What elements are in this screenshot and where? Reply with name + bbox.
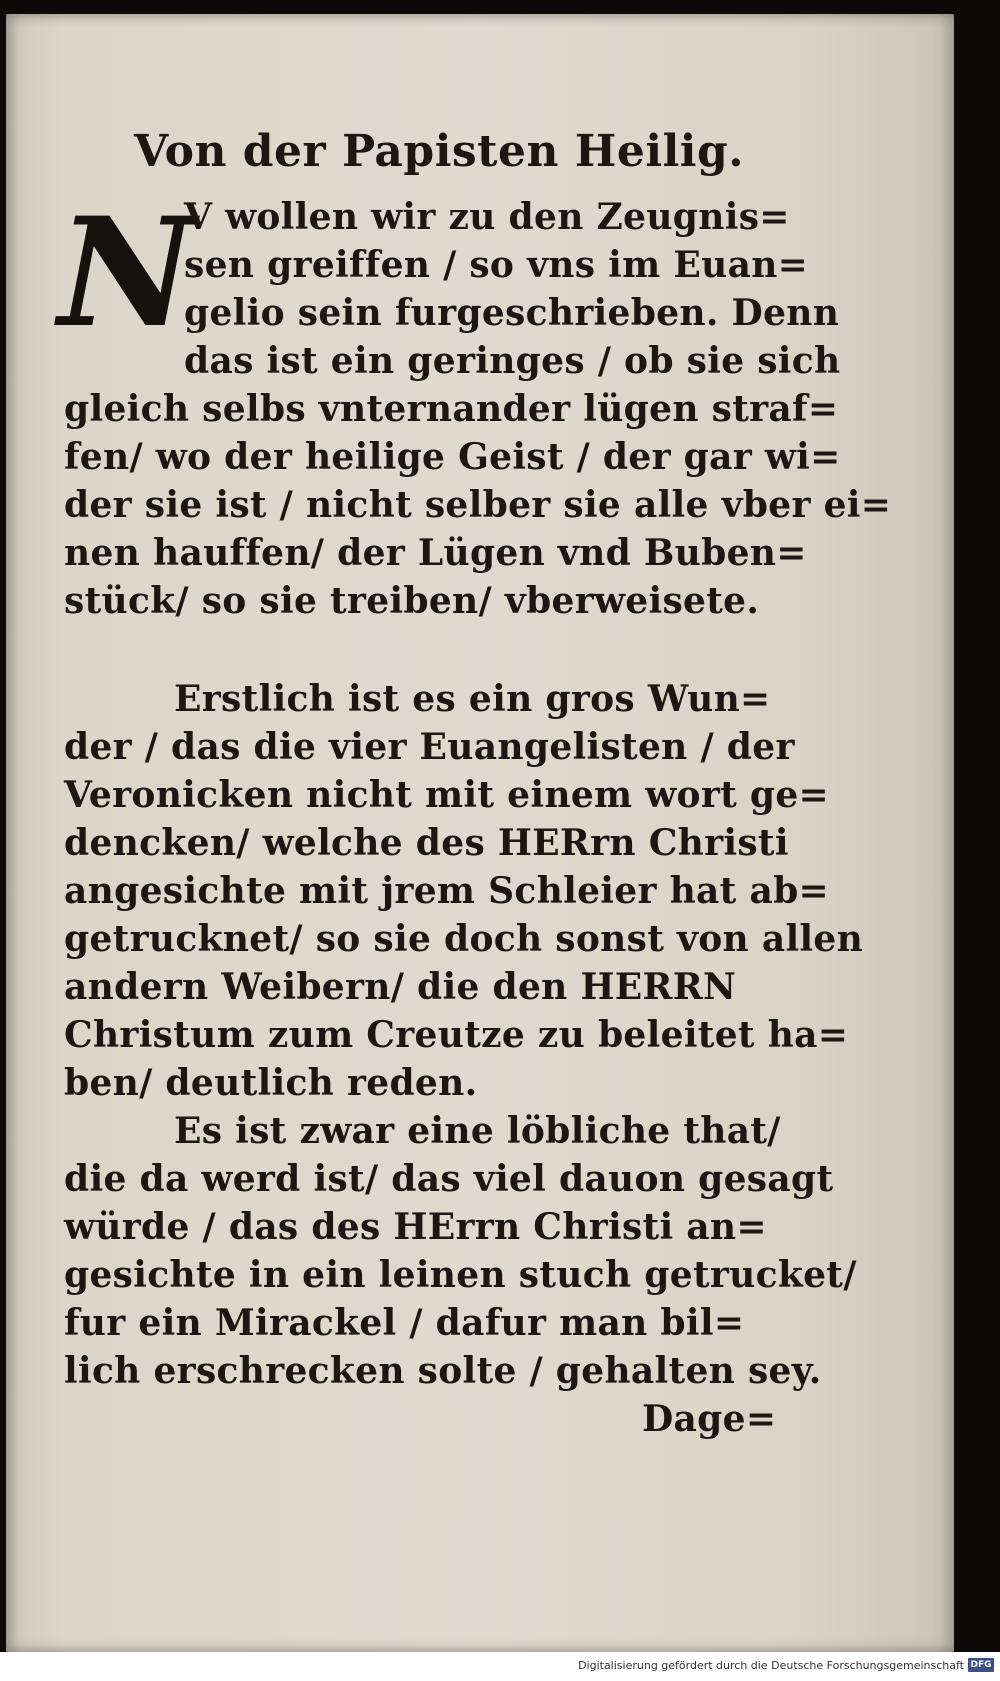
- text-line: fen/ wo der heilige Geist / der gar wi=: [64, 436, 841, 478]
- page-heading: Von der Papisten Heilig.: [134, 126, 745, 177]
- text-line: die da werd ist/ das viel dauon gesagt: [64, 1158, 834, 1200]
- text-line: der / das die vier Euangelisten / der: [64, 726, 795, 768]
- text-line: Erstlich ist es ein gros Wun=: [174, 678, 771, 720]
- text-line: gelio sein furgeschrieben. Denn: [184, 292, 840, 334]
- text-line: nen hauffen/ der Lügen vnd Buben=: [64, 532, 807, 574]
- text-line: V wollen wir zu den Zeugnis=: [184, 196, 790, 238]
- page-text: [6, 14, 954, 1652]
- text-line: getrucknet/ so sie doch sonst von allen: [64, 918, 864, 960]
- text-line: der sie ist / nicht selber sie alle vber ei=: [64, 484, 892, 526]
- text-line: Veronicken nicht mit einem wort ge=: [64, 774, 830, 816]
- book-page: [6, 14, 954, 1652]
- text-line: Christum zum Creutze zu beleitet ha=: [64, 1014, 849, 1056]
- text-line: würde / das des HErrn Christi an=: [64, 1206, 767, 1248]
- catchword: Dage=: [642, 1398, 777, 1440]
- text-line: sen greiffen / so vns im Euan=: [184, 244, 809, 286]
- text-line: dencken/ welche des HERrn Christi: [64, 822, 789, 864]
- funding-credit: Digitalisierung gefördert durch die Deutsche Forschungsgemeinschaft: [578, 1659, 964, 1672]
- text-line: angesichte mit jrem Schleier hat ab=: [64, 870, 830, 912]
- digitization-footer: [0, 1652, 1000, 1681]
- text-line: lich erschrecken solte / gehalten sey.: [64, 1350, 822, 1392]
- dfg-logo-icon: DFG: [968, 1658, 994, 1672]
- text-line: fur ein Mirackel / dafur man bil=: [64, 1302, 745, 1344]
- text-line: andern Weibern/ die den HERRN: [64, 966, 737, 1008]
- text-line: stück/ so sie treiben/ vberweisete.: [64, 580, 760, 622]
- text-line: ben/ deutlich reden.: [64, 1062, 478, 1104]
- initial-letter: N: [58, 185, 196, 361]
- text-line: gesichte in ein leinen stuch getrucket/: [64, 1254, 857, 1296]
- decorated-initial: [58, 185, 196, 361]
- text-line: gleich selbs vnternander lügen straf=: [64, 388, 839, 430]
- text-line: das ist ein geringes / ob sie sich: [184, 340, 841, 382]
- text-line: Es ist zwar eine löbliche that/: [174, 1110, 781, 1152]
